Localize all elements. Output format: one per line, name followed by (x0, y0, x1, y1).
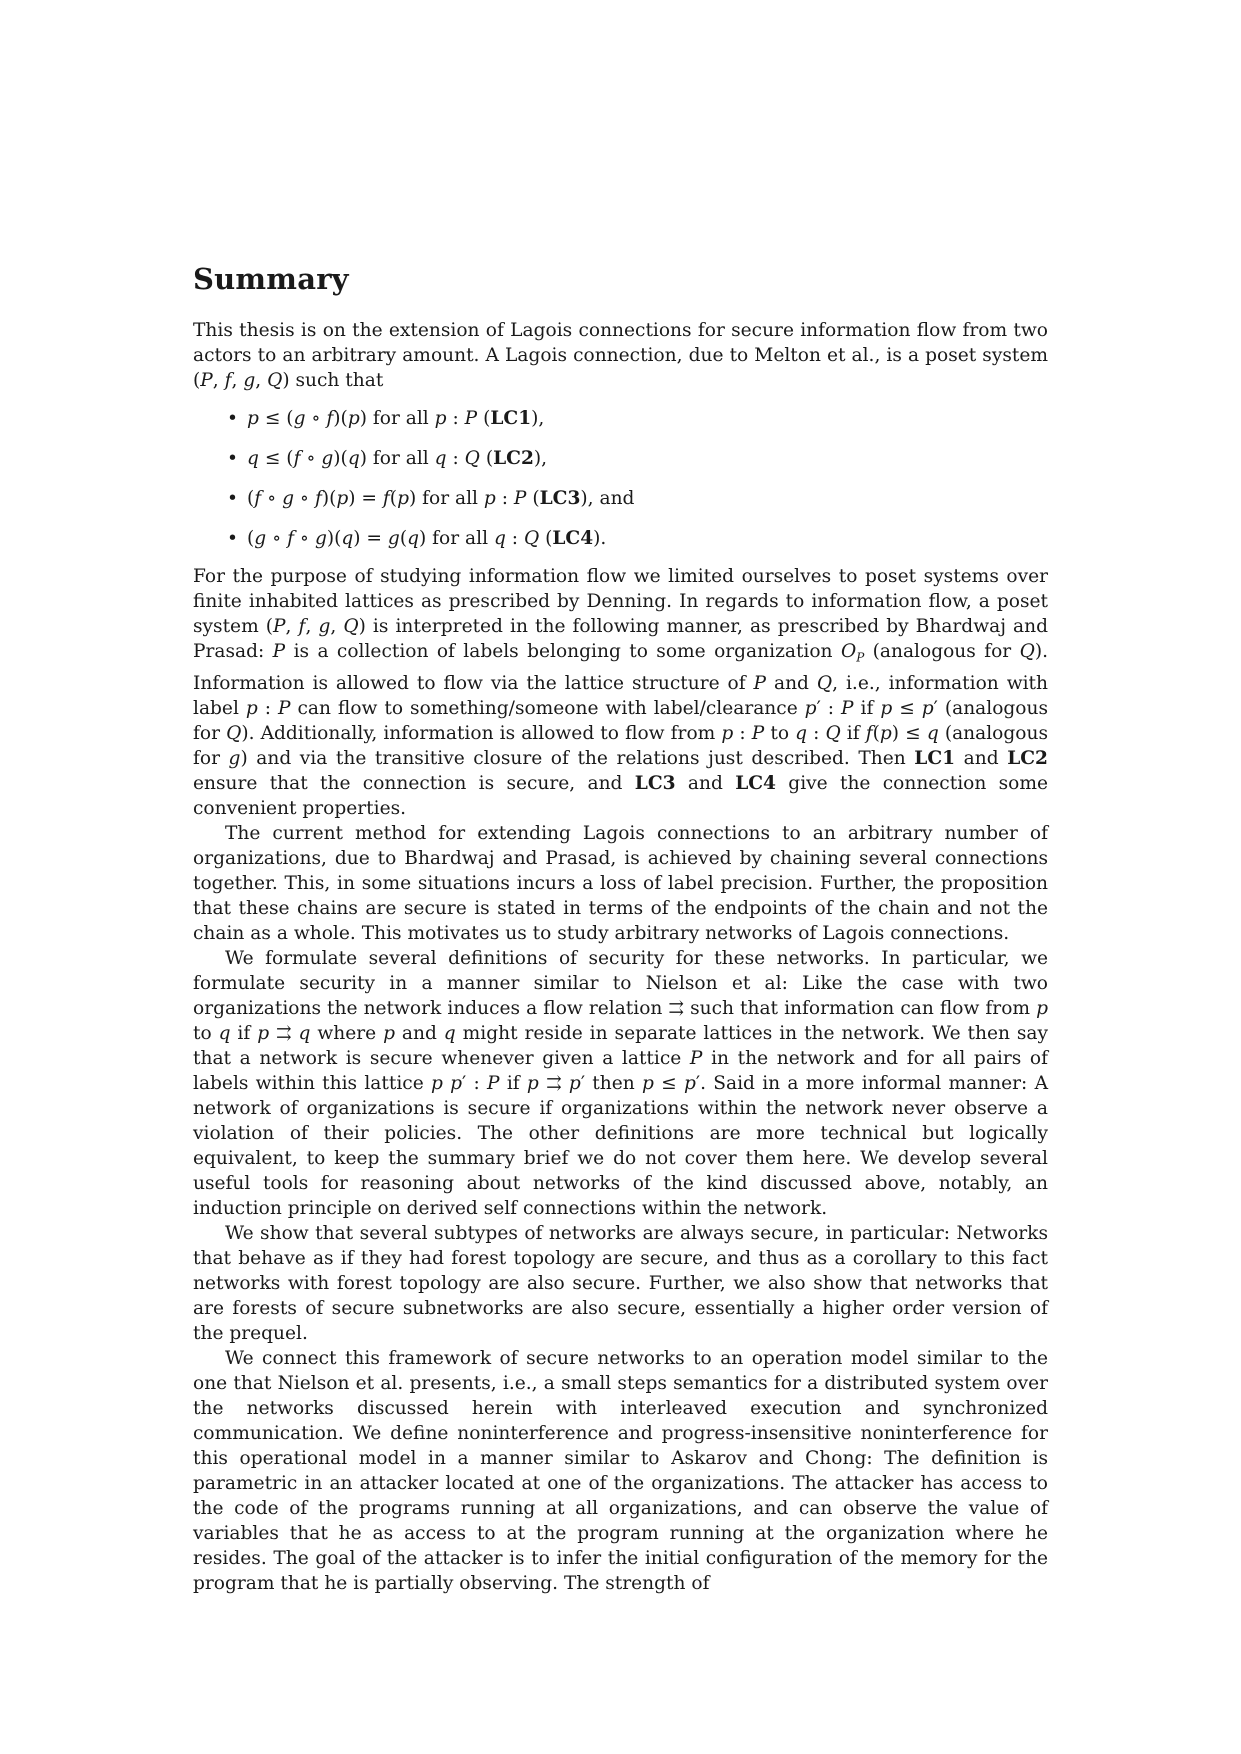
condition-lc2: • q ≤ (f ∘ g)(q) for all q : Q (LC2), (227, 448, 548, 469)
intro-paragraph: This thesis is on the extension of Lagois connections for secure information flow from two actors to an arbitrary amount. A Lagois connection, due to Melton et al., is a poset system (P, f, g, Q) such that (193, 320, 1048, 391)
body-paragraph-5: We connect this framework of secure networks to an operation model similar to the one that Nielson et al. presents, i.e., a small steps semantics for a distributed system over the networks discussed herein with interleaved execution and synchronized communication. We define noninterference and progress-insensitive noninterference for this operational model in a manner similar to Askarov and Chong: The definition is parametric in an attacker located at one of the organizations. The attacker has access to the code of the programs running at all organizations, and can observe the value of variables that he as access to at the program running at the organization where he resides. The goal of the attacker is to infer the initial configuration of the memory for the program that he is partially observing. The strength of (193, 1347, 1048, 1594)
bullet-icon: • (227, 408, 238, 429)
condition-lc3: • (f ∘ g ∘ f)(p) = f(p) for all p : P (LC3), and (227, 488, 635, 509)
body-paragraph-2: The current method for extending Lagois connections to an arbitrary number of organizations, due to Bhardwaj and Prasad, is achieved by chaining several connections together. This, in some situations incurs a loss of label precision. Further, the proposition that these chains are secure is stated in terms of the endpoints of the chain and not the chain as a whole. This motivates us to study arbitrary networks of Lagois connections. (193, 822, 1048, 944)
body-paragraph-4: We show that several subtypes of networks are always secure, in particular: Networks that behave as if they had forest topology are secure, and thus as a corollary to this fact networks with forest topology are also secure. Further, we also show that networks that are forests of secure subnetworks are also secure, essentially a higher order version of the prequel. (193, 1222, 1048, 1344)
condition-lc4: • (g ∘ f ∘ g)(q) = g(q) for all q : Q (LC4). (227, 528, 607, 549)
summary-page (193, 262, 1048, 1596)
body-paragraph-1: For the purpose of studying information flow we limited ourselves to poset systems over finite inhabited lattices as prescribed by Denning. In regards to information flow, a poset system (P, f, g, Q) is interpreted in the following manner, as prescribed by Bhardwaj and Prasad: P is a collection of labels belonging to some organization $O_P$ (analogous for Q). Information is allowed to flow via the lattice structure of P and Q, i.e., information with label p : P can flow to something/someone with label/clearance p′ : P if p ≤ p′ (analogous for Q). Additionally, information is allowed to flow from p : P to q : Q if f(p) ≤ q (analogous for g) and via the transitive closure of the relations just described. Then LC1 and LC2 ensure that the connection is secure, and LC3 and LC4 give the connection some convenient properties. (193, 566, 1049, 819)
body-paragraph-3: We formulate several definitions of security for these networks. In particular, we formulate security in a manner similar to Nielson et al: Like the case with two organizations the network induces a flow relation ⇉ such that information can flow from p to q if p ⇉ q where p and q might reside in separate lattices in the network. We then say that a network is secure whenever given a lattice P in the network and for all pairs of labels within this lattice p p′ : P if p ⇉ p′ then p ≤ p′. Said in a more informal manner: A network of organizations is secure if organizations within the network never observe a violation of their policies. The other definitions are more technical but logically equivalent, to keep the summary brief we do not cover them here. We develop several useful tools for reasoning about networks of the kind discussed above, notably, an induction principle on derived self connections within the network. (193, 947, 1049, 1219)
bullet-icon: • (227, 488, 238, 509)
section-heading: Summary (193, 262, 349, 296)
condition-lc1: • p ≤ (g ∘ f)(p) for all p : P (LC1), (227, 408, 545, 429)
lagois-conditions-list (193, 406, 1048, 551)
bullet-icon: • (227, 448, 238, 469)
bullet-icon: • (227, 528, 238, 549)
